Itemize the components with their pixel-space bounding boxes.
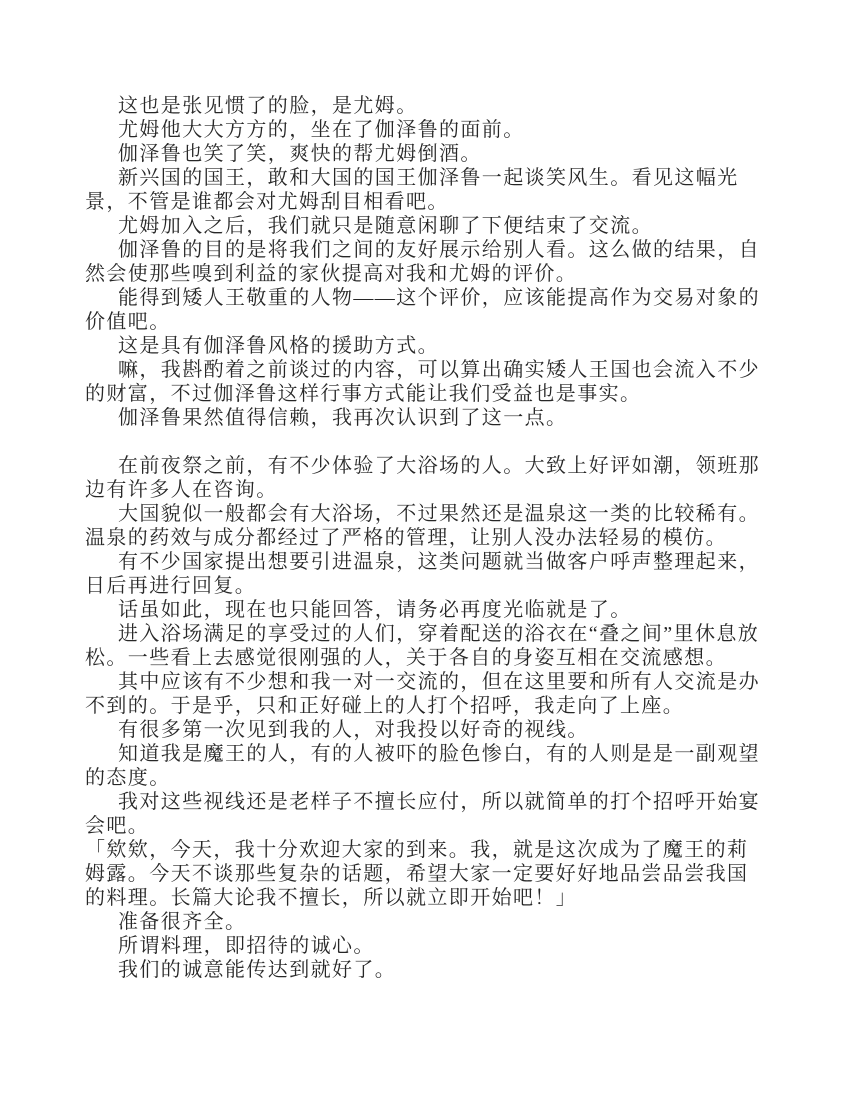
paragraph: 伽泽鲁果然值得信赖，我再次认识到了这一点。 <box>118 407 568 429</box>
paragraph: 这也是张见惯了的脸，是尤姆。 <box>118 95 418 117</box>
paragraph: 伽泽鲁的目的是将我们之间的友好展示给别人看。这么做的结果，自然会使那些嗅到利益的家伙提高对我和尤姆的评价。 <box>85 239 760 285</box>
section-1 <box>85 94 767 430</box>
paragraph: 有很多第一次见到我的人，对我投以好奇的视线。 <box>118 719 589 741</box>
paragraph: 嘛，我斟酌着之前谈过的内容，可以算出确实矮人王国也会流入不少的财富，不过伽泽鲁这样行事方式能让我们受益也是事实。 <box>85 359 760 405</box>
dialogue-paragraph: 「欸欸，今天，我十分欢迎大家的到来。我，就是这次成为了魔王的莉姆露。今天不谈那些复杂的话题，希望大家一定要好好地品尝品尝我国的料理。长篇大论我不擅长，所以就立即开始吧！」 <box>85 839 749 909</box>
paragraph: 我对这些视线还是老样子不擅长应付，所以就简单的打个招呼开始宴会吧。 <box>85 791 760 837</box>
paragraph: 所谓料理，即招待的诚心。 <box>118 935 375 957</box>
paragraph: 尤姆加入之后，我们就只是随意闲聊了下便结束了交流。 <box>118 215 653 237</box>
paragraph: 新兴国的国王，敢和大国的国王伽泽鲁一起谈笑风生。看见这幅光景，不管是谁都会对尤姆刮目相看吧。 <box>85 167 739 213</box>
paragraph: 这是具有伽泽鲁风格的援助方式。 <box>118 335 439 357</box>
paragraph: 伽泽鲁也笑了笑，爽快的帮尤姆倒酒。 <box>118 143 482 165</box>
paragraph: 话虽如此，现在也只能回答，请务必再度光临就是了。 <box>118 599 632 621</box>
paragraph: 能得到矮人王敬重的人物——这个评价，应该能提高作为交易对象的价值吧。 <box>85 287 760 333</box>
text-block <box>85 94 767 982</box>
paragraph: 我们的诚意能传达到就好了。 <box>118 959 397 981</box>
paragraph: 知道我是魔王的人，有的人被吓的脸色惨白，有的人则是是一副观望的态度。 <box>85 743 760 789</box>
paragraph: 其中应该有不少想和我一对一交流的，但在这里要和所有人交流是办不到的。于是乎，只和正好碰上的人打个招呼，我走向了上座。 <box>85 671 760 717</box>
paragraph: 准备很齐全。 <box>118 911 247 933</box>
paragraph: 尤姆他大大方方的，坐在了伽泽鲁的面前。 <box>118 119 525 141</box>
paragraph: 进入浴场满足的享受过的人们，穿着配送的浴衣在“叠之间”里休息放松。一些看上去感觉很刚强的人，关于各自的身姿互相在交流感想。 <box>85 623 760 669</box>
paragraph: 有不少国家提出想要引进温泉，这类问题就当做客户呼声整理起来，日后再进行回复。 <box>85 551 760 597</box>
paragraph: 在前夜祭之前，有不少体验了大浴场的人。大致上好评如潮，领班那边有许多人在咨询。 <box>85 455 760 501</box>
paragraph: 大国貌似一般都会有大浴场，不过果然还是温泉这一类的比较稀有。温泉的药效与成分都经过了严格的管理，让别人没办法轻易的模仿。 <box>85 503 760 549</box>
section-2 <box>85 454 767 982</box>
